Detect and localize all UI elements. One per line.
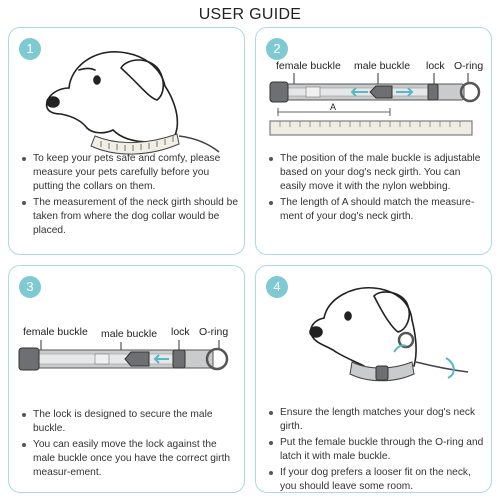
instruction-item: The measurement of the neck girth should be taken from where the dog collar would be placed.: [21, 196, 238, 238]
instruction-item: The lock is designed to secure the male buckle.: [21, 408, 238, 436]
instruction-item: The length of A should match the measure-ment of your dog's neck girth.: [268, 196, 485, 224]
instruction-item: If your dog prefers a looser fit on the neck, you should leave some room.: [268, 466, 485, 493]
instructions-list: [21, 152, 238, 240]
step-2-panel: [255, 27, 492, 255]
dog-wearing-collar-illustration: [256, 266, 492, 416]
step-number: 3: [19, 276, 41, 298]
step-4-panel: [255, 265, 492, 493]
female-buckle-label: female buckle: [23, 326, 88, 338]
female-buckle-label: female buckle: [276, 60, 341, 72]
instructions-list: [268, 406, 485, 493]
instruction-item: You can easily move the lock against the male buckle once you have the correct girth measur-ement.: [21, 438, 238, 480]
step-1-panel: [8, 27, 245, 255]
step-number: 4: [266, 276, 288, 298]
collar-lock-diagram: [9, 266, 245, 416]
a-dimension-label: A: [330, 102, 337, 112]
lock-label: lock: [171, 326, 190, 338]
instruction-item: Ensure the length matches your dog's neck girth.: [268, 406, 485, 434]
instruction-item: The position of the male buckle is adjustable based on your dog's neck girth. You can easily move it with the nylon webbing.: [268, 152, 485, 194]
step-3-panel: [8, 265, 245, 493]
o-ring-label: O-ring: [454, 60, 484, 72]
step-number: 2: [266, 38, 288, 60]
male-buckle-label: male buckle: [101, 328, 158, 340]
o-ring-label: O-ring: [199, 326, 229, 338]
step-number: 1: [19, 38, 41, 60]
lock-label: lock: [426, 60, 445, 72]
instruction-item: Put the female buckle through the O-ring and latch it with male buckle.: [268, 436, 485, 464]
page-title: USER GUIDE: [198, 6, 302, 23]
instructions-list: [21, 408, 238, 482]
instructions-list: [268, 152, 485, 226]
instruction-item: To keep your pets safe and comfy, please measure your pets carefully before you putting the collars on them.: [21, 152, 238, 194]
male-buckle-label: male buckle: [354, 60, 411, 72]
